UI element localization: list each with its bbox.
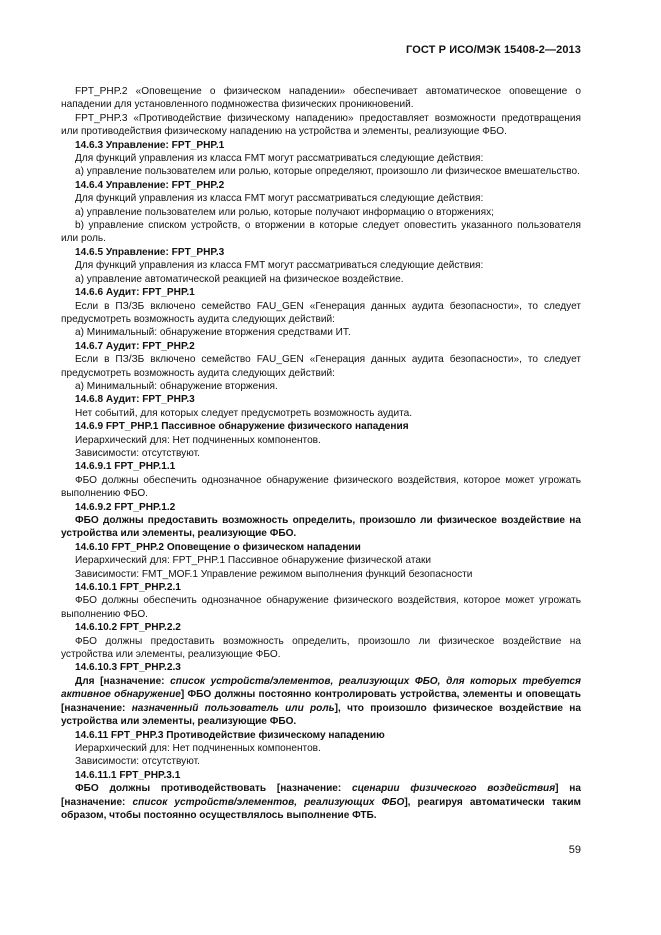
assignment-text: список устройств/элементов, реализующих ФБО [132, 796, 405, 808]
body-paragraph: Нет событий, для которых следует предусмотреть возможность аудита. [75, 407, 413, 419]
section-heading: 14.6.9 FPT_PHP.1 Пассивное обнаружение физического нападения [75, 421, 409, 433]
body-paragraph: а) Минимальный: обнаружение вторжения средствами ИТ. [75, 327, 351, 339]
body-paragraph: Иерархический для: FPT_PHP.1 Пассивное обнаружение физической атаки [75, 555, 431, 567]
section-heading: 14.6.6 Аудит: FPT_PHP.1 [75, 287, 195, 299]
requirement-text: ] на [назначение: [61, 783, 581, 808]
requirement-paragraph [61, 675, 581, 729]
requirement-text: ] ФБО должны постоянно контролировать устройства, элементы и оповещать [назначение: [61, 689, 581, 714]
section-heading: 14.6.8 Аудит: FPT_PHP.3 [75, 394, 195, 406]
section-heading: 14.6.9.1 FPT_PHP.1.1 [75, 461, 176, 473]
body-paragraph: FPT_PHP.2 «Оповещение о физическом нападении» обеспечивает автоматическое оповещение о нападении для установленного подмножества физических проникновений. [61, 86, 581, 111]
document-header: ГОСТ Р ИСО/МЭК 15408-2—2013 [406, 44, 581, 56]
body-paragraph: а) Минимальный: обнаружение вторжения. [75, 380, 278, 392]
section-heading: 14.6.5 Управление: FPT_PHP.3 [75, 246, 225, 258]
body-paragraph: Если в ПЗ/ЗБ включено семейство FAU_GEN «Генерация данных аудита безопасности», то следует предусмотреть возможность аудита следующих действий: [61, 300, 581, 325]
section-heading: 14.6.10 FPT_PHP.2 Оповещение о физическом нападении [75, 541, 361, 553]
requirement-text: ФБО должны противодействовать [назначение: [75, 783, 353, 795]
body-paragraph: FPT_PHP.3 «Противодействие физическому нападению» предоставляет возможности предотвращения или противодействия физическому нападению на устройства и элементы, реализующие ФБО. [61, 112, 581, 138]
section-heading: 14.6.10.1 FPT_PHP.2.1 [75, 582, 181, 594]
body-paragraph: Если в ПЗ/ЗБ включено семейство FAU_GEN «Генерация данных аудита безопасности», то следует предусмотреть возможность аудита следующих действий: [61, 354, 581, 379]
section-heading: 14.6.10.2 FPT_PHP.2.2 [75, 622, 181, 634]
section-heading: 14.6.4 Управление: FPT_PHP.2 [75, 179, 225, 191]
body-paragraph: Иерархический для: Нет подчиненных компонентов. [75, 742, 321, 754]
section-heading: 14.6.7 Аудит: FPT_PHP.2 [75, 340, 195, 352]
section-heading: 14.6.9.2 FPT_PHP.1.2 [75, 501, 176, 513]
body-paragraph: Зависимости: отсутствуют. [75, 756, 200, 768]
body-paragraph: ФБО должны обеспечить однозначное обнаружение физического воздействия, которое может угрожать выполнению ФБО. [61, 474, 581, 500]
body-paragraph: ФБО должны предоставить возможность определить, произошло ли физическое воздействие на устройства или элементы, реализующие ФБО. [61, 635, 581, 661]
assignment-text: сценарии физического воздействия [352, 783, 556, 795]
section-heading: 14.6.3 Управление: FPT_PHP.1 [75, 139, 225, 151]
section-heading: 14.6.11 FPT_PHP.3 Противодействие физическому нападению [75, 729, 385, 741]
assignment-text: список устройств/элементов, реализующих ФБО, для которых требуется активное обнаружение [61, 675, 581, 701]
requirement-text: Для [назначение: [75, 675, 171, 687]
body-paragraph: Зависимости: FMT_MOF.1 Управление режимом выполнения функций безопасности [75, 568, 473, 580]
section-heading: 14.6.11.1 FPT_PHP.3.1 [75, 769, 181, 781]
requirement-text: ], что произошло физическое воздействие на устройства или элементы, реализующие ФБО. [61, 702, 581, 728]
body-paragraph: Зависимости: отсутствуют. [75, 447, 200, 459]
body-paragraph: Для функций управления из класса FMT могут рассматриваться следующие действия: [75, 193, 484, 205]
body-paragraph: а) управление пользователем или ролью, которые получают информацию о вторжениях; [75, 206, 494, 218]
body-paragraph: ФБО должны обеспечить однозначное обнаружение физического воздействия, которое может угрожать выполнению ФБО. [61, 595, 581, 620]
requirement-paragraph [61, 782, 581, 822]
section-heading: 14.6.10.3 FPT_PHP.2.3 [75, 662, 181, 674]
page-number: 59 [568, 844, 581, 856]
document-body [61, 85, 581, 822]
body-paragraph: Иерархический для: Нет подчиненных компонентов. [75, 434, 321, 446]
body-paragraph: Для функций управления из класса FMT могут рассматриваться следующие действия: [75, 153, 484, 165]
requirement-text: ], реагируя автоматически таким образом, чтобы постоянно осуществлялось выполнение ФТБ. [61, 796, 582, 821]
body-paragraph: b) управление списком устройств, о вторжении в которые следует оповестить указанного пользователя или роль. [61, 220, 581, 245]
body-paragraph: Для функций управления из класса FMT могут рассматриваться следующие действия: [75, 260, 484, 272]
assignment-text: назначенный пользователь или роль [131, 702, 335, 714]
body-paragraph: а) управление автоматической реакцией на физическое воздействие. [75, 273, 404, 285]
requirement-paragraph: ФБО должны предоставить возможность определить, произошло ли физическое воздействие на устройства или элементы, реализующие ФБО. [61, 515, 581, 540]
body-paragraph: а) управление пользователем или ролью, которые определяют, произошло ли физическое вмешательство. [75, 166, 580, 178]
